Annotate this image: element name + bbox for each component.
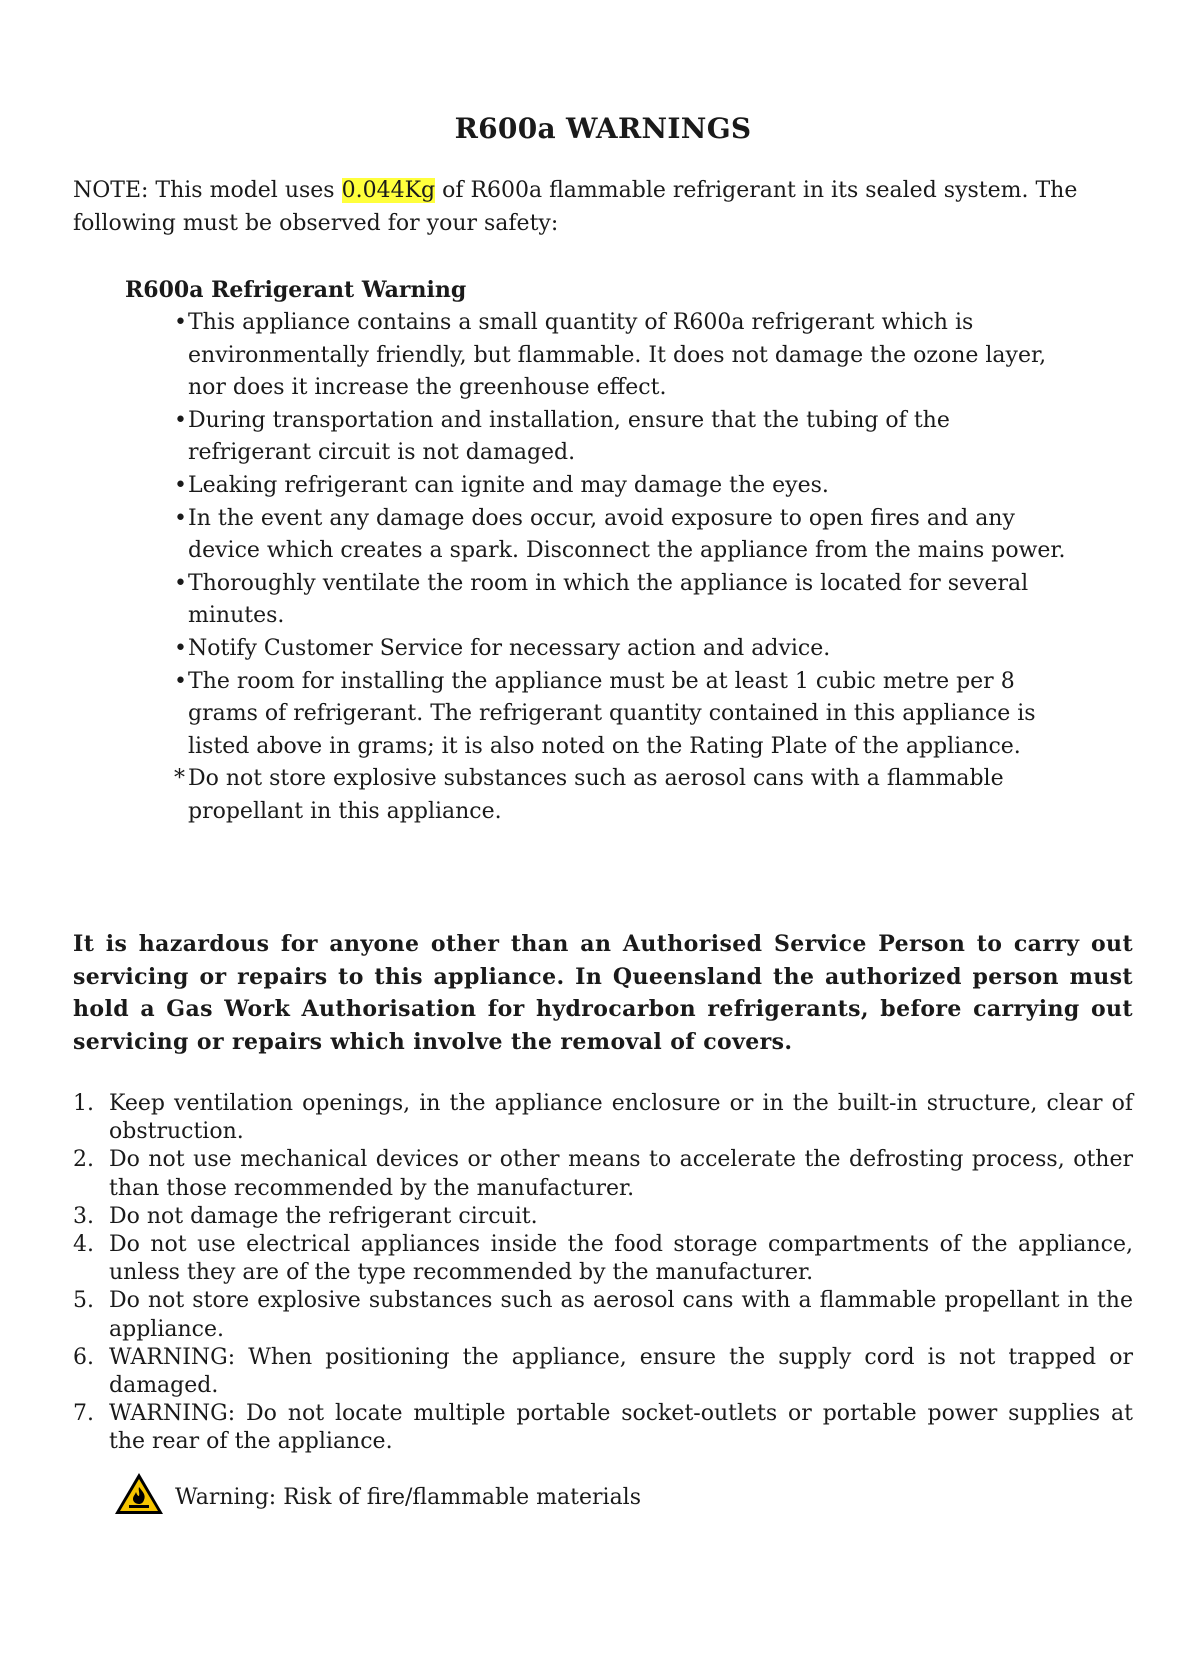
list-item [174, 503, 1074, 568]
bullet-mark: • [174, 505, 187, 531]
item-number: 3. [73, 1203, 94, 1229]
note-prefix: NOTE: This model uses [73, 178, 342, 203]
bullet-text: Thoroughly ventilate the room in which the appliance is located for several minutes. [188, 570, 1029, 629]
bullet-mark: • [174, 407, 187, 433]
list-item [73, 1090, 1133, 1146]
item-text: Do not store explosive substances such as aerosol cans with a flammable propellant in the appliance. [109, 1288, 1133, 1342]
flammable-warning-icon [113, 1470, 165, 1516]
refrigerant-warning-list [174, 307, 1074, 829]
numbered-warning-list [73, 1090, 1133, 1457]
item-text: Keep ventilation openings, in the appliance enclosure or in the built-in structure, clear of obstruction. [109, 1091, 1133, 1145]
asterisk-mark: * [174, 766, 185, 792]
fire-warning [113, 1470, 641, 1516]
list-item [73, 1400, 1133, 1456]
list-item [73, 1231, 1133, 1287]
item-text: Do not use electrical appliances inside the food storage compartments of the appliance, unless they are of the type recommended by the manufacturer. [109, 1232, 1133, 1286]
note-paragraph [73, 174, 1143, 240]
list-item [174, 405, 1074, 470]
bullet-text: During transportation and installation, ensure that the tubing of the refrigerant circuit is not damaged. [188, 407, 950, 466]
item-text: WARNING: When positioning the appliance, ensure the supply cord is not trapped or damaged. [109, 1344, 1133, 1399]
item-text: WARNING: Do not locate multiple portable socket-outlets or portable power supplies at the rear of the appliance. [109, 1401, 1133, 1455]
item-number: 4. [73, 1232, 94, 1258]
bullet-text: Do not store explosive substances such as aerosol cans with a flammable propellant in this appliance. [188, 766, 1004, 824]
bullet-mark: • [174, 310, 187, 335]
refrigerant-warning-heading: R600a Refrigerant Warning [125, 277, 467, 303]
bullet-text: In the event any damage does occur, avoid exposure to open fires and any device which creates a spark. Disconnect the appliance from the mains power. [188, 505, 1066, 564]
list-item [174, 307, 1074, 405]
item-number: 5. [73, 1288, 94, 1314]
bullet-mark: • [174, 668, 187, 694]
page-title: R600a WARNINGS [454, 112, 752, 145]
bullet-text: Leaking refrigerant can ignite and may damage the eyes. [188, 472, 829, 498]
bullet-text: Notify Customer Service for necessary action and advice. [188, 635, 831, 661]
item-number: 7. [73, 1401, 94, 1427]
list-item [73, 1203, 1133, 1231]
bullet-text: The room for installing the appliance must be at least 1 cubic metre per 8 grams of refrigerant. The refrigerant quantity contained in this appliance is listed above in grams; it is also noted on the Rating Plate of the appliance. [188, 668, 1036, 759]
item-text: Do not use mechanical devices or other means to accelerate the defrosting process, other than those recommended by the manufacturer. [109, 1147, 1133, 1201]
list-item [174, 666, 1074, 764]
bullet-mark: • [174, 635, 187, 661]
bullet-text: This appliance contains a small quantity of R600a refrigerant which is environmentally friendly, but flammable. It does not damage the ozone layer, nor does it increase the greenhouse effect. [188, 310, 1047, 401]
list-item [174, 568, 1074, 633]
bullet-mark: • [174, 472, 187, 498]
bullet-mark: • [174, 570, 187, 596]
item-number: 6. [73, 1344, 94, 1370]
item-text: Do not damage the refrigerant circuit. [109, 1203, 538, 1229]
refrigerant-amount-highlight: 0.044Kg [341, 178, 436, 203]
list-item [73, 1287, 1133, 1343]
list-item [73, 1146, 1133, 1202]
list-item [174, 763, 1074, 828]
list-item [174, 470, 1074, 503]
hazard-paragraph: It is hazardous for anyone other than an Authorised Service Person to carry out servicing or repairs to this appliance. In Queensland the authorized person must hold a Gas Work Authorisation for hydrocarbon refrigerants, before carrying out servicing or repairs which involve the removal of covers. [73, 931, 1133, 1055]
fire-warning-text: Warning: Risk of fire/flammable materials [175, 1485, 642, 1510]
item-number: 1. [73, 1091, 94, 1116]
list-item [174, 633, 1074, 666]
note-suffix: of R600a flammable refrigerant in its sealed system. The following must be observed for your safety: [73, 178, 1078, 236]
item-number: 2. [73, 1147, 94, 1173]
list-item [73, 1344, 1133, 1400]
